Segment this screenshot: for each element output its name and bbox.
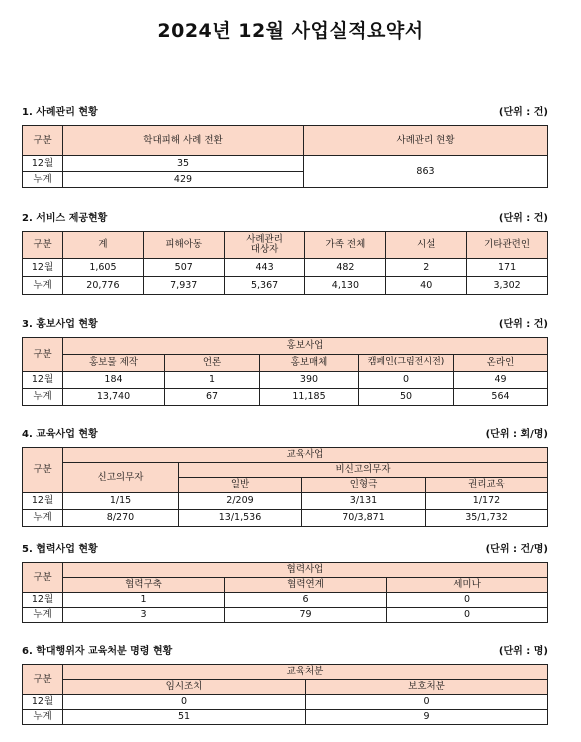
section-education-order [22,640,548,725]
education-table [22,447,548,527]
data-cell: 6 [225,593,387,608]
group-header: 교육사업 [63,448,548,463]
data-cell: 5,367 [224,277,305,295]
section-heading: 5. 협력사업 현황 [22,543,98,555]
section-education [22,423,548,527]
data-cell: 507 [143,259,224,277]
header-cell: 캠페인(그림전시전) [359,355,454,372]
header-cell: 온라인 [454,355,548,372]
unit-label: (단위 : 명) [498,645,548,657]
unit-label: (단위 : 건) [498,318,548,330]
header-cell: 피해아동 [143,232,224,259]
data-cell: 564 [454,389,548,406]
group-header: 홍보사업 [63,338,548,355]
row-label-month: 12월 [23,156,63,172]
header-cell: 홍보매체 [260,355,359,372]
header-cell: 협력연계 [225,578,387,593]
section-promotion [22,313,548,406]
col-label: 구분 [23,338,63,372]
promotion-table [22,337,548,406]
data-cell: 3,302 [467,277,548,295]
col-label: 구분 [23,665,63,695]
header-cell: 세미나 [387,578,548,593]
data-cell: 2/209 [179,493,302,510]
data-cell: 2 [386,259,467,277]
data-cell: 40 [386,277,467,295]
data-cell: 1 [63,593,225,608]
data-cell-merged: 863 [304,156,548,188]
col-label: 구분 [23,232,63,259]
data-cell: 171 [467,259,548,277]
data-cell: 4,130 [305,277,386,295]
data-cell: 11,185 [260,389,359,406]
header-cell: 보호처분 [306,680,548,695]
data-cell: 0 [387,608,548,623]
header-cell: 신고의무자 [63,463,179,493]
header-cell: 인형극 [302,478,426,493]
header-cell: 사례관리 대상자 [224,232,305,259]
row-label-total: 누계 [23,172,63,188]
education-order-table [22,664,548,725]
row-label-total: 누계 [23,389,63,406]
data-cell: 482 [305,259,386,277]
header-cell: 기타관련인 [467,232,548,259]
header-cell: 사례관리 현황 [304,126,548,156]
data-cell: 13,740 [63,389,165,406]
data-cell: 0 [359,372,454,389]
data-cell: 443 [224,259,305,277]
data-cell: 7,937 [143,277,224,295]
data-cell: 3/131 [302,493,426,510]
section-heading: 1. 사례관리 현황 [22,106,98,118]
row-label-month: 12월 [23,493,63,510]
data-cell: 20,776 [63,277,144,295]
header-cell: 언론 [165,355,260,372]
unit-label: (단위 : 회/명) [485,428,548,440]
data-cell: 0 [63,695,306,710]
group-header: 교육처분 [63,665,548,680]
section-cooperation [22,538,548,623]
data-cell: 390 [260,372,359,389]
data-cell: 79 [225,608,387,623]
data-cell: 49 [454,372,548,389]
row-label-month: 12월 [23,593,63,608]
row-label-month: 12월 [23,695,63,710]
col-label: 구분 [23,563,63,593]
case-management-table [22,125,548,188]
header-cell: 홍보물 제작 [63,355,165,372]
section-case-management [22,101,548,188]
data-cell: 13/1,536 [179,510,302,527]
data-cell: 1/172 [426,493,548,510]
data-cell: 0 [387,593,548,608]
data-cell: 429 [63,172,304,188]
data-cell: 0 [306,695,548,710]
data-cell: 35/1,732 [426,510,548,527]
cooperation-table [22,562,548,623]
row-label-month: 12월 [23,372,63,389]
header-cell: 임시조치 [63,680,306,695]
header-cell: 계 [63,232,144,259]
section-heading: 2. 서비스 제공현황 [22,212,108,224]
data-cell: 184 [63,372,165,389]
header-cell: 협력구축 [63,578,225,593]
header-cell: 가족 전체 [305,232,386,259]
header-cell: 학대피해 사례 전환 [63,126,304,156]
data-cell: 9 [306,710,548,725]
data-cell: 51 [63,710,306,725]
section-heading: 6. 학대행위자 교육처분 명령 현황 [22,645,173,657]
section-service [22,207,548,295]
subgroup-header: 비신고의무자 [179,463,548,478]
page-title: 2024년 12월 사업실적요약서 [157,20,424,42]
data-cell: 70/3,871 [302,510,426,527]
unit-label: (단위 : 건/명) [485,543,548,555]
unit-label: (단위 : 건) [498,106,548,118]
data-cell: 50 [359,389,454,406]
data-cell: 1,605 [63,259,144,277]
header-cell: 시설 [386,232,467,259]
row-label-total: 누계 [23,510,63,527]
row-label-month: 12월 [23,259,63,277]
data-cell: 3 [63,608,225,623]
header-cell: 일반 [179,478,302,493]
data-cell: 8/270 [63,510,179,527]
section-heading: 4. 교육사업 현황 [22,428,98,440]
row-label-total: 누계 [23,277,63,295]
row-label-total: 누계 [23,710,63,725]
group-header: 협력사업 [63,563,548,578]
row-label-total: 누계 [23,608,63,623]
data-cell: 1/15 [63,493,179,510]
col-label: 구분 [23,126,63,156]
data-cell: 35 [63,156,304,172]
data-cell: 1 [165,372,260,389]
header-cell: 권리교육 [426,478,548,493]
data-cell: 67 [165,389,260,406]
unit-label: (단위 : 건) [498,212,548,224]
service-table [22,231,548,295]
section-heading: 3. 홍보사업 현황 [22,318,98,330]
col-label: 구분 [23,448,63,493]
